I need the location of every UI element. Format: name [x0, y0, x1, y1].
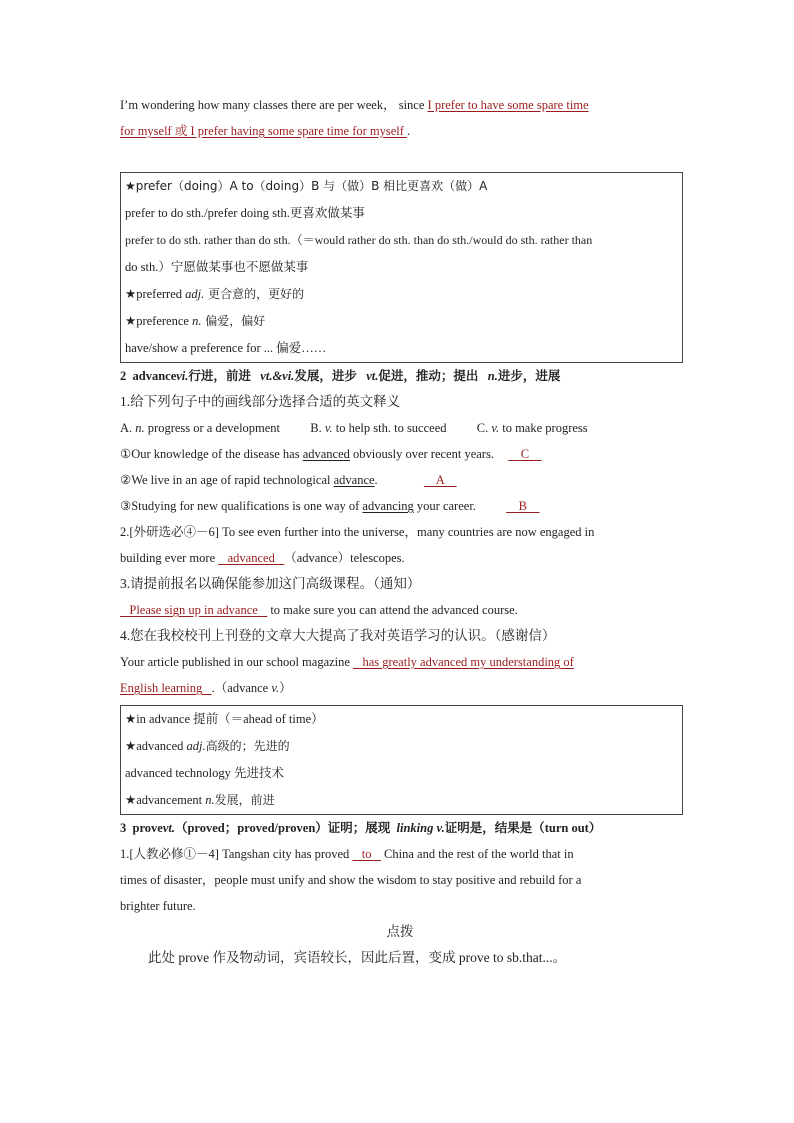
- preference-meaning: 偏爱，偏好: [201, 314, 266, 328]
- sentence-3-pre: ③Studying for new qualifications is one way of: [120, 499, 363, 513]
- section-3-number: 3: [120, 821, 127, 835]
- prefer-note-2: prefer to do sth./prefer doing sth.更喜欢做某事: [125, 206, 365, 220]
- question-3-post: to make sure you can attend the advanced course.: [267, 603, 518, 617]
- preferred-word: ★preferred: [125, 287, 186, 301]
- option-c: [477, 421, 588, 435]
- option-a-text: progress or a development: [144, 421, 281, 435]
- prove-q1-line-2: times of disaster，people must unify and show the wisdom to stay positive and rebuild for a: [120, 873, 582, 887]
- advancement-word: ★advancement: [125, 793, 206, 807]
- section-3-pos-1: vt.: [162, 821, 175, 835]
- intro-line-2: [120, 118, 680, 144]
- intro-answer-part2: for myself 或 I prefer having some spare time for myself: [120, 124, 408, 138]
- preference-pos: n.: [192, 314, 202, 328]
- section-2-word: advance: [132, 369, 177, 383]
- preferred-pos: adj.: [185, 287, 205, 301]
- advanced-pos: adj.: [186, 739, 206, 753]
- preference-word: ★preference: [125, 314, 193, 328]
- option-c-pos: v.: [491, 421, 500, 435]
- sentence-2-underlined: advance: [333, 473, 375, 487]
- sentence-1-answer: C: [508, 447, 542, 461]
- section-2-meaning-4: 进步，进展: [497, 369, 561, 383]
- tip-text: 此处 prove 作及物动词，宾语较长，因此后置，变成 prove to sb.that...。: [148, 950, 567, 965]
- option-c-text: to make progress: [499, 421, 588, 435]
- section-2-pos-1: vi.: [176, 369, 189, 383]
- section-3-meaning-1: （proved；proved/proven）证明；展现: [174, 821, 391, 835]
- prove-q1-post: China and the rest of the world that in: [380, 847, 574, 861]
- section-2-pos-4: n.: [487, 369, 498, 383]
- sentence-1-pre: ①Our knowledge of the disease has: [120, 447, 303, 461]
- prove-q1-answer: to: [352, 847, 381, 861]
- advanced-word: ★advanced: [125, 739, 187, 753]
- prove-q1-pre: 1.[人教必修①－4] Tangshan city has proved: [120, 847, 353, 861]
- question-3-line: [120, 597, 680, 623]
- prefer-note-5: [125, 281, 678, 308]
- advancement-pos: n.: [205, 793, 215, 807]
- prefer-note-6: [125, 308, 678, 335]
- prove-q1-line-3: brighter future.: [120, 899, 196, 913]
- prefer-notes-box: [120, 172, 683, 363]
- intro-answer-part1: I prefer to have some spare time: [427, 98, 589, 112]
- preferred-meaning: 更合意的，更好的: [204, 287, 305, 301]
- section-2-heading: [120, 363, 680, 389]
- section-3-heading: [120, 815, 680, 841]
- advance-note-2: [125, 733, 678, 760]
- prefer-note-3: prefer to do sth. rather than do sth.（＝would rather do sth. than do sth./would do sth. rather than: [125, 233, 593, 247]
- advanced-meaning: 高级的；先进的: [205, 739, 290, 753]
- question-2-line-2: [120, 545, 680, 571]
- sentence-2: [120, 467, 680, 493]
- sentence-1-underlined: advanced: [302, 447, 350, 461]
- section-2-meaning-1: 行进，前进: [188, 369, 251, 383]
- advancement-meaning: 发展，前进: [214, 793, 275, 807]
- prefer-note-7: have/show a preference for ... 偏爱……: [125, 341, 327, 355]
- question-2-pre: building ever more: [120, 551, 219, 565]
- intro-line-1: [120, 92, 680, 118]
- advance-note-1: ★in advance 提前（＝ahead of time）: [125, 712, 324, 726]
- intro-text: I’m wondering how many classes there are per week， since: [120, 98, 425, 112]
- question-4-line-2: [120, 675, 680, 701]
- question-4-hint-end: ）: [279, 681, 292, 695]
- document-page: [120, 92, 680, 971]
- prefer-note-1: ★prefer（doing）A to（doing）B 与（做）B 相比更喜欢（做）A: [125, 179, 488, 193]
- sentence-2-answer: A: [423, 473, 457, 487]
- option-c-letter: C.: [476, 421, 492, 435]
- option-b: [310, 421, 446, 435]
- question-1-title: 1.给下列句子中的画线部分选择合适的英文释义: [120, 394, 401, 409]
- section-3-word: prove: [132, 821, 163, 835]
- question-4-line-1: [120, 649, 680, 675]
- prefer-note-4: do sth.）宁愿做某事也不愿做某事: [125, 260, 309, 274]
- question-2-post: （advance）telescopes.: [284, 551, 405, 565]
- advance-note-4: [125, 787, 678, 814]
- advance-note-3: advanced technology 先进技术: [125, 766, 284, 780]
- section-3-meaning-2: 证明是，结果是（turn out）: [444, 821, 602, 835]
- sentence-3-post: your career.: [413, 499, 476, 513]
- sentence-1: [120, 441, 680, 467]
- question-4-hint: .（advance: [211, 681, 272, 695]
- question-4-answer-part2: English learning: [120, 681, 212, 695]
- section-2-pos-3: vt.: [366, 369, 379, 383]
- prove-q1-line-1: [120, 841, 680, 867]
- question-3-title: 3.请提前报名以确保能参加这门高级课程。（通知）: [120, 576, 421, 591]
- intro-end: .: [407, 124, 411, 138]
- sentence-1-post: obviously over recent years.: [349, 447, 494, 461]
- question-4-pre: Your article published in our school magazine: [120, 655, 354, 669]
- section-2-pos-2: vt.&vi.: [260, 369, 295, 383]
- question-2-answer: advanced: [218, 551, 285, 565]
- sentence-2-post: .: [374, 473, 378, 487]
- section-2-meaning-2: 发展，进步: [294, 369, 357, 383]
- section-2-meaning-3: 促进，推动；提出: [378, 369, 479, 383]
- sentence-3-underlined: advancing: [362, 499, 414, 513]
- sentence-3-answer: B: [506, 499, 540, 513]
- question-4-hint-pos: v.: [271, 681, 280, 695]
- option-a-pos: n.: [135, 421, 145, 435]
- sentence-3: [120, 493, 680, 519]
- question-3-answer: Please sign up in advance: [120, 603, 268, 617]
- option-a-letter: A.: [120, 421, 136, 435]
- advance-notes-box: [120, 705, 683, 815]
- sentence-2-pre: ②We live in an age of rapid technological: [120, 473, 334, 487]
- question-1-options: [120, 415, 680, 441]
- option-a: [120, 421, 280, 435]
- question-2-line-1: 2.[外研选必④－6] To see even further into the universe，many countries are now engaged in: [120, 525, 595, 539]
- question-4-answer-part1: has greatly advanced my understanding of: [353, 655, 574, 669]
- question-4-title: 4.您在我校校刊上刊登的文章大大提高了我对英语学习的认识。（感谢信）: [120, 628, 556, 643]
- option-b-letter: B.: [310, 421, 325, 435]
- section-2-number: 2: [120, 369, 127, 383]
- section-3-pos-2: linking v.: [396, 821, 445, 835]
- tip-title: 点拨: [386, 924, 414, 939]
- option-b-pos: v.: [324, 421, 333, 435]
- option-b-text: to help sth. to succeed: [332, 421, 447, 435]
